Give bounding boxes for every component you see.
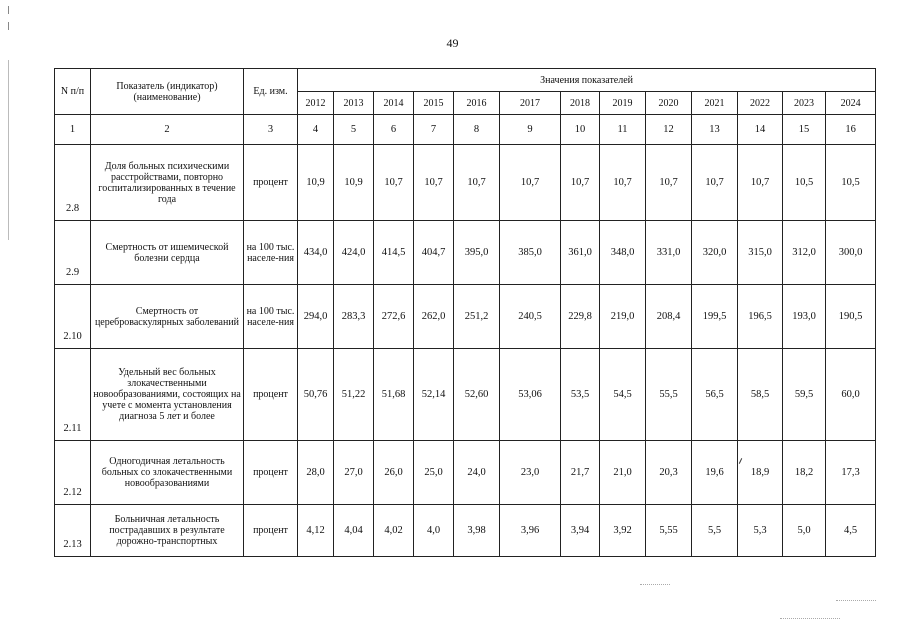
row-number-cell: 2.12 <box>55 441 91 505</box>
column-number-cell: 10 <box>561 115 600 145</box>
indicator-name-cell: Одногодичная летальность больных со злокачественными новообразованиями <box>91 441 244 505</box>
value-cell: 315,0 <box>738 221 783 285</box>
value-cell: 26,0 <box>374 441 414 505</box>
value-cell: 27,0 <box>334 441 374 505</box>
value-cell: 10,7 <box>374 145 414 221</box>
header-row <box>55 69 876 92</box>
value-cell: 3,92 <box>600 505 646 557</box>
column-number-cell: 2 <box>91 115 244 145</box>
year-cell: 2018 <box>561 92 600 115</box>
value-cell: 19,6 <box>692 441 738 505</box>
year-cell: 2024 <box>826 92 876 115</box>
column-number-cell: 1 <box>55 115 91 145</box>
value-cell: 5,55 <box>646 505 692 557</box>
value-cell: 5,0 <box>783 505 826 557</box>
value-cell: 404,7 <box>414 221 454 285</box>
value-cell: 424,0 <box>334 221 374 285</box>
indicator-name-cell: Смертность от цереброваскулярных заболеваний <box>91 285 244 349</box>
row-number-cell: 2.13 <box>55 505 91 557</box>
unit-cell: на 100 тыс. населе-ния <box>244 285 298 349</box>
header-unit: Ед. изм. <box>244 69 298 115</box>
year-cell: 2015 <box>414 92 454 115</box>
value-cell: 53,06 <box>500 349 561 441</box>
column-number-cell: 12 <box>646 115 692 145</box>
value-cell: 251,2 <box>454 285 500 349</box>
year-cell: 2016 <box>454 92 500 115</box>
header-indicator: Показатель (индикатор) (наименование) <box>91 69 244 115</box>
table-row <box>55 349 876 441</box>
value-cell: 10,7 <box>561 145 600 221</box>
column-number-cell: 8 <box>454 115 500 145</box>
indicator-name-cell: Больничная летальность пострадавших в результате дорожно-транспортных <box>91 505 244 557</box>
value-cell: 10,5 <box>826 145 876 221</box>
value-cell: 320,0 <box>692 221 738 285</box>
scan-dot-line <box>640 584 670 585</box>
year-cell: 2019 <box>600 92 646 115</box>
value-cell: 5,3 <box>738 505 783 557</box>
value-cell: 3,98 <box>454 505 500 557</box>
value-cell: 4,04 <box>334 505 374 557</box>
value-cell: 10,7 <box>646 145 692 221</box>
value-cell: 10,5 <box>783 145 826 221</box>
value-cell: 4,0 <box>414 505 454 557</box>
column-number-cell: 11 <box>600 115 646 145</box>
row-number-cell: 2.9 <box>55 221 91 285</box>
value-cell: 300,0 <box>826 221 876 285</box>
year-cell: 2020 <box>646 92 692 115</box>
value-cell: 331,0 <box>646 221 692 285</box>
year-cell: 2012 <box>298 92 334 115</box>
column-number-cell: 3 <box>244 115 298 145</box>
value-cell: 294,0 <box>298 285 334 349</box>
value-cell: 262,0 <box>414 285 454 349</box>
value-cell: 208,4 <box>646 285 692 349</box>
value-cell: 55,5 <box>646 349 692 441</box>
unit-cell: процент <box>244 441 298 505</box>
value-cell: 23,0 <box>500 441 561 505</box>
column-number-cell: 7 <box>414 115 454 145</box>
value-cell: 4,02 <box>374 505 414 557</box>
year-cell: 2022 <box>738 92 783 115</box>
value-cell: 5,5 <box>692 505 738 557</box>
row-number-cell: 2.8 <box>55 145 91 221</box>
row-number-cell: 2.10 <box>55 285 91 349</box>
value-cell: 361,0 <box>561 221 600 285</box>
value-cell: 56,5 <box>692 349 738 441</box>
scan-dot-line <box>836 600 876 601</box>
value-cell: 10,7 <box>414 145 454 221</box>
value-cell: 20,3 <box>646 441 692 505</box>
value-cell: 51,22 <box>334 349 374 441</box>
row-number-cell: 2.11 <box>55 349 91 441</box>
value-cell: 25,0 <box>414 441 454 505</box>
indicator-name-cell: Удельный вес больных злокачественными новообразованиями, состоящих на учете с момента установления диагноза 5 лет и более <box>91 349 244 441</box>
value-cell: 18,9 <box>738 441 783 505</box>
indicator-name-cell: Смертность от ишемической болезни сердца <box>91 221 244 285</box>
value-cell: 54,5 <box>600 349 646 441</box>
column-number-cell: 9 <box>500 115 561 145</box>
column-number-cell: 13 <box>692 115 738 145</box>
value-cell: 395,0 <box>454 221 500 285</box>
value-cell: 21,0 <box>600 441 646 505</box>
column-numbers-row <box>55 115 876 145</box>
table-row <box>55 145 876 221</box>
column-number-cell: 16 <box>826 115 876 145</box>
value-cell: 3,94 <box>561 505 600 557</box>
value-cell: 60,0 <box>826 349 876 441</box>
column-number-cell: 4 <box>298 115 334 145</box>
value-cell: 10,7 <box>600 145 646 221</box>
value-cell: 10,7 <box>692 145 738 221</box>
year-cell: 2014 <box>374 92 414 115</box>
margin-mark <box>8 22 9 30</box>
value-cell: 18,2 <box>783 441 826 505</box>
value-cell: 196,5 <box>738 285 783 349</box>
value-cell: 10,7 <box>454 145 500 221</box>
table-body <box>55 145 876 557</box>
value-cell: 24,0 <box>454 441 500 505</box>
unit-cell: процент <box>244 349 298 441</box>
value-cell: 52,14 <box>414 349 454 441</box>
value-cell: 240,5 <box>500 285 561 349</box>
indicator-name-cell: Доля больных психическими расстройствами, повторно госпитализированных в течение года <box>91 145 244 221</box>
margin-mark <box>8 60 9 240</box>
table-row <box>55 505 876 557</box>
column-number-cell: 6 <box>374 115 414 145</box>
value-cell: 4,12 <box>298 505 334 557</box>
value-cell: 21,7 <box>561 441 600 505</box>
value-cell: 219,0 <box>600 285 646 349</box>
header-num: N п/п <box>55 69 91 115</box>
table-row <box>55 221 876 285</box>
column-number-cell: 5 <box>334 115 374 145</box>
value-cell: 4,5 <box>826 505 876 557</box>
value-cell: 28,0 <box>298 441 334 505</box>
year-cell: 2017 <box>500 92 561 115</box>
unit-cell: процент <box>244 505 298 557</box>
column-number-cell: 14 <box>738 115 783 145</box>
value-cell: 50,76 <box>298 349 334 441</box>
table-row <box>55 285 876 349</box>
value-cell: 10,9 <box>298 145 334 221</box>
value-cell: 17,3 <box>826 441 876 505</box>
value-cell: 385,0 <box>500 221 561 285</box>
value-cell: 58,5 <box>738 349 783 441</box>
column-number-cell: 15 <box>783 115 826 145</box>
value-cell: 53,5 <box>561 349 600 441</box>
value-cell: 10,7 <box>500 145 561 221</box>
table-row <box>55 441 876 505</box>
value-cell: 10,9 <box>334 145 374 221</box>
value-cell: 3,96 <box>500 505 561 557</box>
value-cell: 59,5 <box>783 349 826 441</box>
year-cell: 2021 <box>692 92 738 115</box>
value-cell: 434,0 <box>298 221 334 285</box>
value-cell: 283,3 <box>334 285 374 349</box>
header-values: Значения показателей <box>298 69 876 92</box>
value-cell: 51,68 <box>374 349 414 441</box>
unit-cell: процент <box>244 145 298 221</box>
year-cell: 2013 <box>334 92 374 115</box>
margin-mark <box>8 6 9 14</box>
value-cell: 190,5 <box>826 285 876 349</box>
value-cell: 199,5 <box>692 285 738 349</box>
value-cell: 193,0 <box>783 285 826 349</box>
value-cell: 414,5 <box>374 221 414 285</box>
indicator-table <box>54 68 876 557</box>
value-cell: 52,60 <box>454 349 500 441</box>
page-number: 49 <box>446 36 459 50</box>
year-cell: 2023 <box>783 92 826 115</box>
unit-cell: на 100 тыс. населе-ния <box>244 221 298 285</box>
value-cell: 312,0 <box>783 221 826 285</box>
value-cell: 348,0 <box>600 221 646 285</box>
value-cell: 10,7 <box>738 145 783 221</box>
value-cell: 272,6 <box>374 285 414 349</box>
value-cell: 229,8 <box>561 285 600 349</box>
scan-dot-line <box>780 618 840 619</box>
